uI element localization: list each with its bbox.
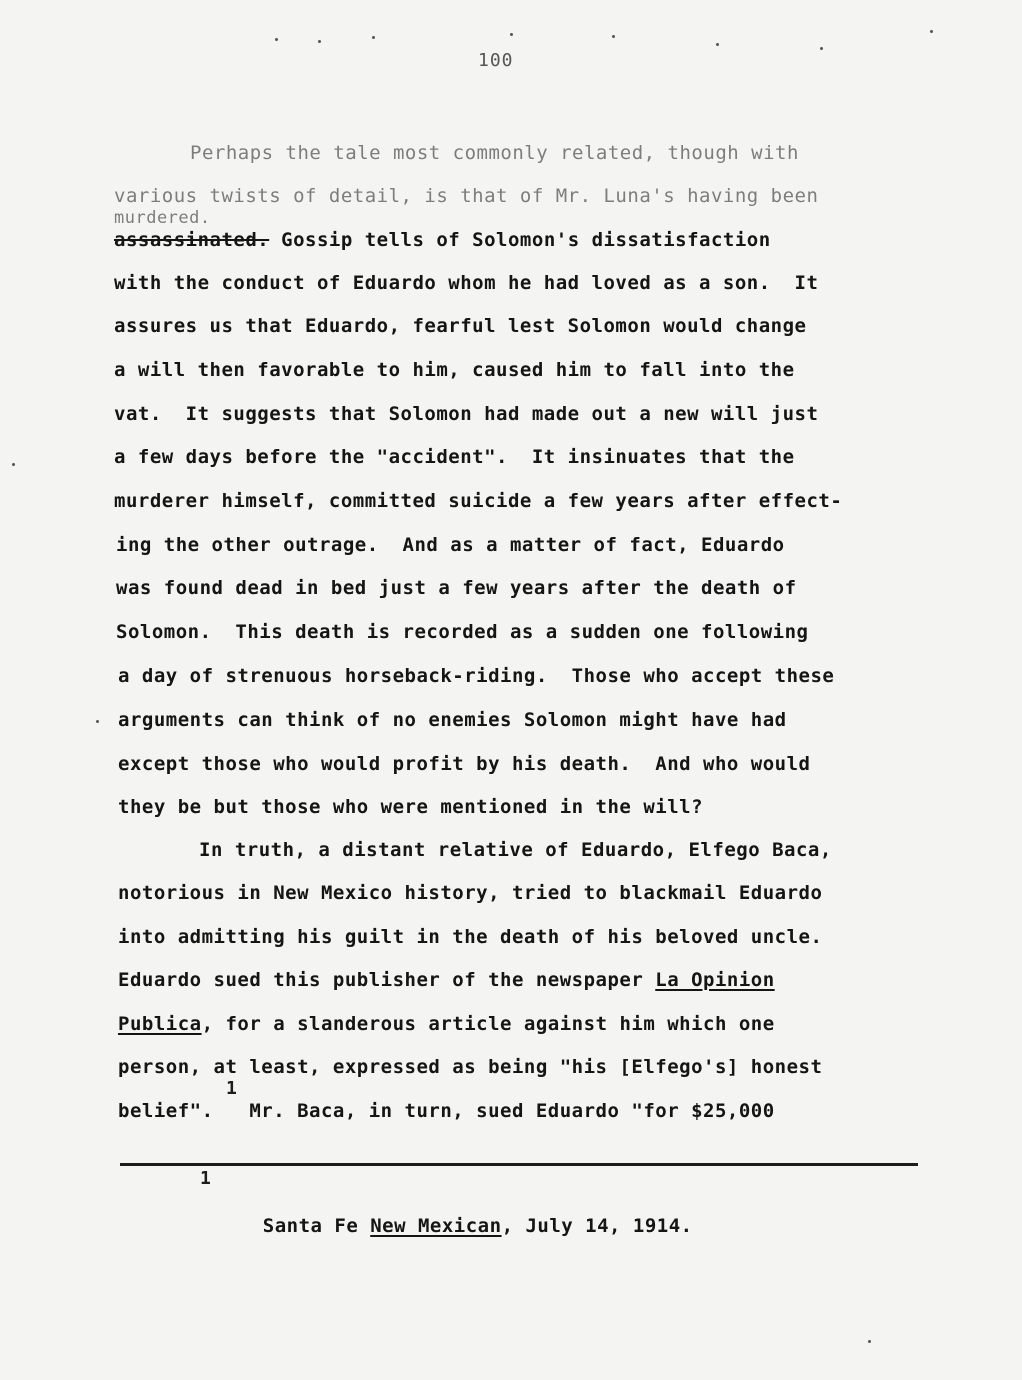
speck-mark [318,40,321,43]
text-line: with the conduct of Eduardo whom he had loved as a son. It [114,272,819,294]
text-line: was found dead in bed just a few years after the death of [116,577,797,599]
speck-mark [820,47,823,50]
speck-mark [12,463,15,466]
text-line: arguments can think of no enemies Solomon might have had [118,709,787,731]
footnote-number: 1 [200,1168,211,1189]
text-line: murderer himself, committed suicide a few years after effect- [114,490,843,512]
text-line: Publica, for a slanderous article against him which one [118,1013,775,1035]
footnote-reference: 1 [226,1078,237,1099]
speck-mark [930,30,933,33]
newspaper-title: Publica [118,1013,202,1035]
text-line: Perhaps the tale most commonly related, though with [190,142,799,164]
footnote-divider [120,1163,918,1166]
text-line: except those who would profit by his death. And who would [118,753,811,775]
footnote-text: Santa Fe New Mexican, July 14, 1914. [262,1215,693,1237]
speck-mark [275,38,278,41]
text-line: assures us that Eduardo, fearful lest Solomon would change [114,315,807,337]
newspaper-title: La Opinion [655,969,775,991]
struck-word: assassinated. [114,229,270,251]
text-line: they be but those who were mentioned in the will? [118,796,704,818]
text-line: assassinated. Gossip tells of Solomon's dissatisfaction [114,229,771,251]
newspaper-title: New Mexican [370,1215,502,1237]
speck-mark [868,1340,871,1343]
speck-mark [96,720,99,723]
text-line: various twists of detail, is that of Mr. Luna's having been [114,185,819,207]
speck-mark [716,43,719,46]
text-line: murdered. [114,208,211,228]
page-number: 100 [478,50,514,71]
speck-mark [510,33,513,36]
text-line: Eduardo sued this publisher of the newspaper La Opinion [118,969,775,991]
text-line: a few days before the "accident". It insinuates that the [114,446,795,468]
text-line: ing the other outrage. And as a matter of fact, Eduardo [116,534,785,556]
text-line: person, at least, expressed as being "his [Elfego's] honest [118,1056,823,1078]
text-line: a day of strenuous horseback-riding. Those who accept these [118,665,835,687]
text-line: a will then favorable to him, caused him to fall into the [114,359,795,381]
text-line: notorious in New Mexico history, tried to blackmail Eduardo [118,882,823,904]
speck-mark [612,35,615,38]
text-line: Solomon. This death is recorded as a sudden one following [116,621,809,643]
speck-mark [372,36,375,39]
text-line: into admitting his guilt in the death of his beloved uncle. [118,926,823,948]
text-line: vat. It suggests that Solomon had made out a new will just [114,403,819,425]
text-line: belief". Mr. Baca, in turn, sued Eduardo "for $25,000 [118,1100,775,1122]
text-line: In truth, a distant relative of Eduardo, Elfego Baca, [199,839,832,861]
